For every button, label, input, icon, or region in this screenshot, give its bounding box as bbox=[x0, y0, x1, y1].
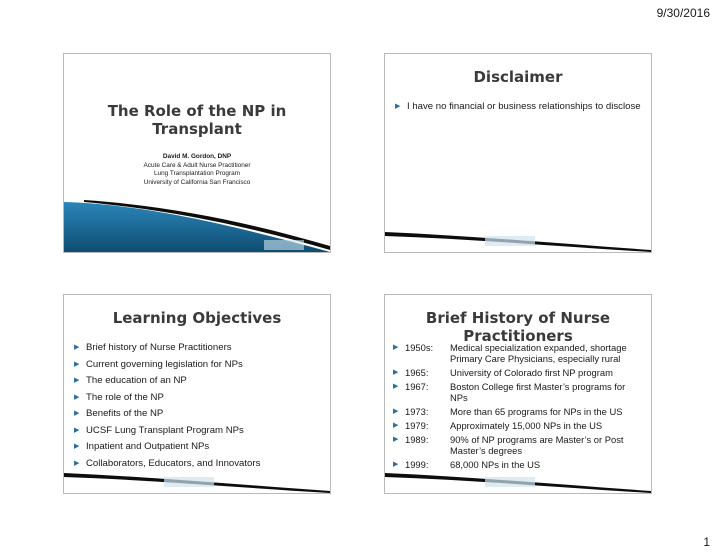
list-item: ▶ Benefits of the NP bbox=[74, 408, 164, 419]
arrow-bullet-icon: ▶ bbox=[393, 408, 399, 415]
decorative-wave bbox=[385, 433, 651, 493]
list-item bbox=[393, 406, 645, 417]
arrow-bullet-icon: ▶ bbox=[74, 410, 80, 417]
arrow-bullet-icon: ▶ bbox=[74, 426, 80, 434]
history-year: 1979: bbox=[405, 420, 429, 431]
arrow-bullet-icon: ▶ bbox=[74, 344, 80, 351]
arrow-bullet-icon: ▶ bbox=[74, 377, 80, 384]
bullet-list bbox=[395, 101, 643, 118]
list-item bbox=[393, 342, 645, 364]
history-year: 1967: bbox=[405, 381, 429, 392]
date-label: 9/30/2016 bbox=[656, 6, 710, 20]
history-text: University of Colorado first NP program bbox=[450, 367, 613, 378]
arrow-bullet-icon: ▶ bbox=[393, 461, 399, 468]
arrow-bullet-icon: ▶ bbox=[393, 344, 399, 351]
arrow-bullet-icon: ▶ bbox=[393, 436, 399, 443]
author-line: Lung Transplantation Program bbox=[154, 170, 240, 178]
slide-title[interactable] bbox=[63, 53, 331, 253]
list-item: ▶ UCSF Lung Transplant Program NPs bbox=[74, 424, 244, 436]
author-block bbox=[64, 153, 330, 187]
slide-disclaimer-heading: Disclaimer bbox=[473, 68, 563, 86]
history-year: 1973: bbox=[405, 406, 429, 417]
history-text: Medical specialization expanded, shortage Primary Care Physicians, especially rural bbox=[450, 342, 627, 364]
list-item: ▶ The education of an NP bbox=[74, 375, 187, 386]
arrow-bullet-icon: ▶ bbox=[393, 383, 399, 390]
history-text: 68,000 NPs in the US bbox=[450, 459, 541, 470]
arrow-bullet-icon: ▶ bbox=[393, 422, 399, 429]
arrow-bullet-icon: ▶ bbox=[74, 459, 80, 467]
author-name: David M. Gordon, DNP bbox=[162, 153, 232, 160]
author-line: Acute Care & Adult Nurse Practitioner bbox=[143, 161, 251, 169]
list-item bbox=[393, 420, 645, 431]
slide-objectives[interactable] bbox=[63, 294, 331, 494]
list-item: ▶ I have no financial or business relationships to disclose bbox=[395, 101, 641, 112]
list-item: ▶ Current governing legislation for NPs bbox=[74, 358, 243, 370]
slide-objectives-heading: Learning Objectives bbox=[112, 309, 282, 327]
list-item: ▶ Inpatient and Outpatient NPs bbox=[74, 441, 210, 452]
history-year: 1999: bbox=[405, 459, 429, 470]
arrow-bullet-icon: ▶ bbox=[74, 443, 80, 450]
slide-title-heading: The Role of the NP in Transplant bbox=[107, 102, 287, 138]
history-year: 1950s: bbox=[405, 342, 434, 353]
history-text: More than 65 programs for NPs in the US bbox=[450, 406, 623, 417]
arrow-bullet-icon: ▶ bbox=[395, 103, 401, 110]
arrow-bullet-icon: ▶ bbox=[74, 393, 80, 401]
list-item: ▶ The role of the NP bbox=[74, 391, 164, 403]
decorative-wave bbox=[64, 192, 330, 252]
list-item bbox=[393, 367, 645, 378]
slide-history-heading: Brief History of Nurse Practitioners bbox=[425, 309, 611, 345]
decorative-wave bbox=[385, 192, 651, 252]
arrow-bullet-icon: ▶ bbox=[393, 369, 399, 376]
decorative-wave bbox=[64, 433, 330, 493]
history-text: Approximately 15,000 NPs in the US bbox=[450, 420, 603, 431]
history-text: 90% of NP programs are Master’s or Post Master’s degrees bbox=[450, 434, 624, 456]
list-item: ▶ Collaborators, Educators, and Innovators bbox=[74, 457, 261, 469]
author-line: University of California San Francisco bbox=[143, 178, 251, 186]
history-year: 1989: bbox=[405, 434, 429, 445]
list-item bbox=[393, 381, 645, 403]
history-text: Boston College first Master’s programs for NPs bbox=[450, 381, 626, 403]
slide-history[interactable] bbox=[384, 294, 652, 494]
list-item: ▶ Brief history of Nurse Practitioners bbox=[74, 342, 232, 353]
history-year: 1965: bbox=[405, 367, 429, 378]
arrow-bullet-icon: ▶ bbox=[74, 360, 80, 368]
page-number: 1 bbox=[703, 535, 710, 549]
slide-disclaimer[interactable] bbox=[384, 53, 652, 253]
